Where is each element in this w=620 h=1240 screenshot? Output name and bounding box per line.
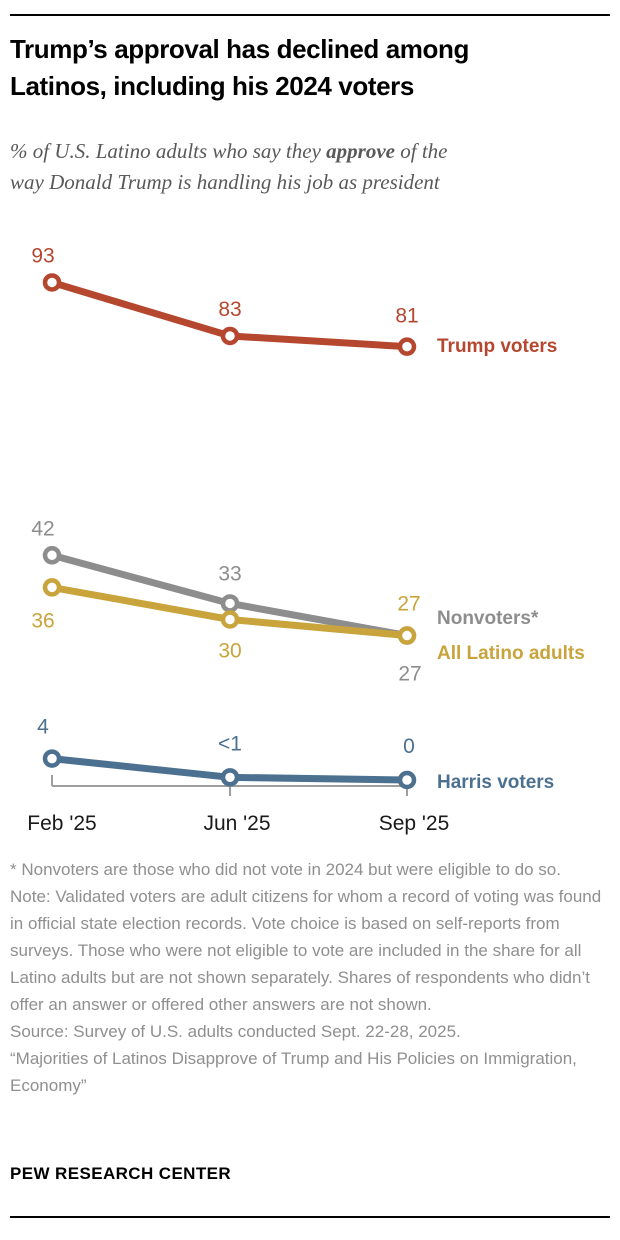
x-axis-label-jun-25: Jun '25 <box>203 812 271 835</box>
footnotes <box>10 856 608 1099</box>
data-point-trump-voters-2 <box>400 340 414 354</box>
value-label-harris-voters-2: 0 <box>403 735 415 758</box>
value-label-nonvoters-1: 33 <box>218 562 242 586</box>
title-line-1: Trump’s approval has declined among <box>10 34 469 64</box>
value-label-harris-voters-0: 4 <box>37 715 49 739</box>
subtitle-bold-word: approve <box>326 139 395 163</box>
data-point-trump-voters-0 <box>45 275 59 289</box>
chart-subtitle <box>10 136 600 198</box>
footnote-source: Source: Survey of U.S. adults conducted Sept. 22-28, 2025. <box>10 1022 461 1041</box>
value-label-trump-voters-1: 83 <box>218 297 242 321</box>
value-label-nonvoters-2: 27 <box>398 662 422 686</box>
value-label-nonvoters-0: 42 <box>31 517 55 541</box>
data-point-nonvoters-0 <box>45 548 59 562</box>
line-chart <box>0 225 620 845</box>
data-point-nonvoters-1 <box>223 596 237 610</box>
data-point-all-latino-adults-1 <box>223 613 237 627</box>
series-label-nonvoters: Nonvoters* <box>437 608 539 629</box>
data-point-harris-voters-1 <box>223 770 237 784</box>
value-label-all-latino-adults-0: 36 <box>31 609 55 633</box>
title-line-2: Latinos, including his 2024 voters <box>10 71 414 101</box>
footnote-note: Note: Validated voters are adult citizens for whom a record of voting was found in official state election records. Vote choice is based on self-reports from surveys. Those who were not eligible to vote are included in the share for all Latino adults but are not shown separately. Shares of respondents who didn’t offer an answer or offered other answers are not shown. <box>10 887 602 1014</box>
data-point-harris-voters-0 <box>45 752 59 766</box>
x-axis-label-sep-25: Sep '25 <box>378 812 450 835</box>
page-title <box>10 31 610 105</box>
bottom-rule <box>10 1216 610 1218</box>
data-point-all-latino-adults-2 <box>400 629 414 643</box>
subtitle-text-suffix: of the <box>395 139 448 163</box>
series-label-trump-voters: Trump voters <box>437 336 558 357</box>
value-label-all-latino-adults-1: 30 <box>218 639 242 663</box>
top-rule <box>10 14 610 16</box>
value-label-trump-voters-2: 81 <box>395 304 419 328</box>
value-label-trump-voters-0: 93 <box>31 244 55 268</box>
subtitle-line-2: way Donald Trump is handling his job as president <box>10 170 440 194</box>
data-point-all-latino-adults-0 <box>45 580 59 594</box>
data-point-harris-voters-2 <box>400 773 414 787</box>
x-axis-label-feb-25: Feb '25 <box>27 812 97 835</box>
footnote-nonvoters-definition: * Nonvoters are those who did not vote in 2024 but were eligible to do so. <box>10 860 561 879</box>
footnote-report-title: “Majorities of Latinos Disapprove of Trump and His Policies on Immigration, Economy” <box>10 1049 577 1095</box>
value-label-harris-voters-1: <1 <box>218 732 242 756</box>
pew-research-center-wordmark: PEW RESEARCH CENTER <box>10 1164 232 1183</box>
series-label-all-latino-adults: All Latino adults <box>437 643 585 664</box>
subtitle-text: % of U.S. Latino adults who say they <box>10 139 327 163</box>
data-point-trump-voters-1 <box>223 329 237 343</box>
value-label-all-latino-adults-2: 27 <box>397 592 421 616</box>
series-label-harris-voters: Harris voters <box>437 772 555 793</box>
